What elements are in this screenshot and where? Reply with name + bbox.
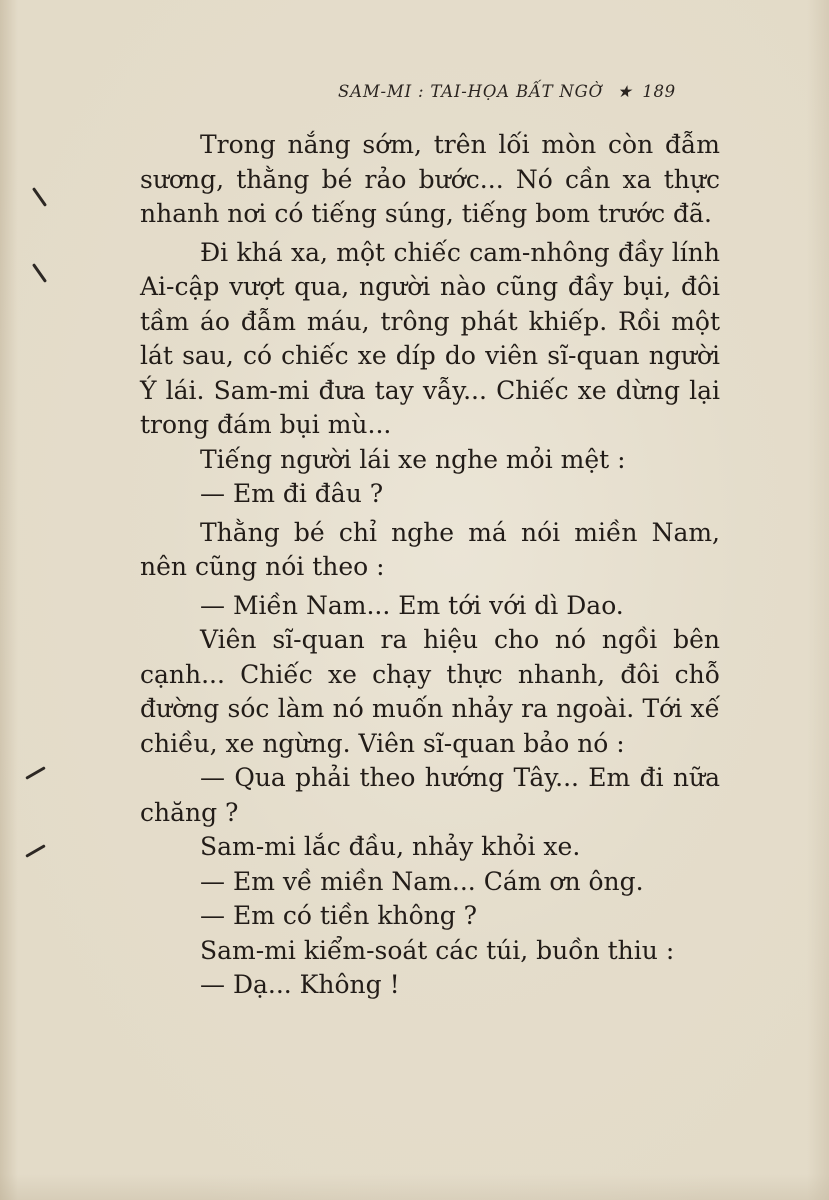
paragraph: Đi khá xa, một chiếc cam-nhông đầy lính Ai-cập vượt qua, người nào cũng đầy bụi, đôi tầm áo đẫm máu, trông phát khiếp. Rồi một lát sau, có chiếc xe díp do viên sĩ-quan người Ý lái. Sam-mi đưa tay vẫy... Chiếc xe dừng lại trong đám bụi mù... [140,237,720,439]
dialogue-line: — Em về miền Nam... Cám ơn ông. [200,866,644,896]
running-header [338,82,728,101]
running-title: SAM-MI : TAI-HỌA BẤT NGỜ [338,82,603,101]
star-ornament: ★ [616,82,633,101]
binding-stitch [32,187,47,207]
paragraph: Viên sĩ-quan ra hiệu cho nó ngồi bên cạnh... Chiếc xe chạy thực nhanh, đôi chỗ đường sóc làm nó muốn nhảy ra ngoài. Tới xế chiều, xe ngừng. Viên sĩ-quan bảo nó : [140,625,720,758]
dialogue-line: — Dạ... Không ! [200,970,400,999]
binding-stitch [32,263,47,283]
page-number: 189 [642,82,676,101]
paragraph: Sam-mi lắc đầu, nhảy khỏi xe. [200,832,581,861]
body-text [140,128,720,1003]
dialogue-line: — Miền Nam... Em tới với dì Dao. [200,590,624,620]
paragraph: Thằng bé chỉ nghe má nói miền Nam, nên cũng nói theo : [140,517,720,581]
binding-stitch [25,844,46,858]
paragraph: Sam-mi kiểm-soát các túi, buồn thiu : [200,935,675,965]
dialogue-line: — Em có tiền không ? [200,901,478,930]
dialogue-line: — Em đi đâu ? [200,479,384,508]
paragraph: Tiếng người lái xe nghe mỏi mệt : [200,444,626,474]
dialogue-line: — Qua phải theo hướng Tây... Em đi nữa chăng ? [140,763,720,827]
binding-stitch [25,766,46,780]
paragraph: Trong nắng sớm, trên lối mòn còn đẫm sương, thằng bé rảo bước... Nó cần xa thực nhanh nơi có tiếng súng, tiếng bom trước đã. [140,130,720,228]
